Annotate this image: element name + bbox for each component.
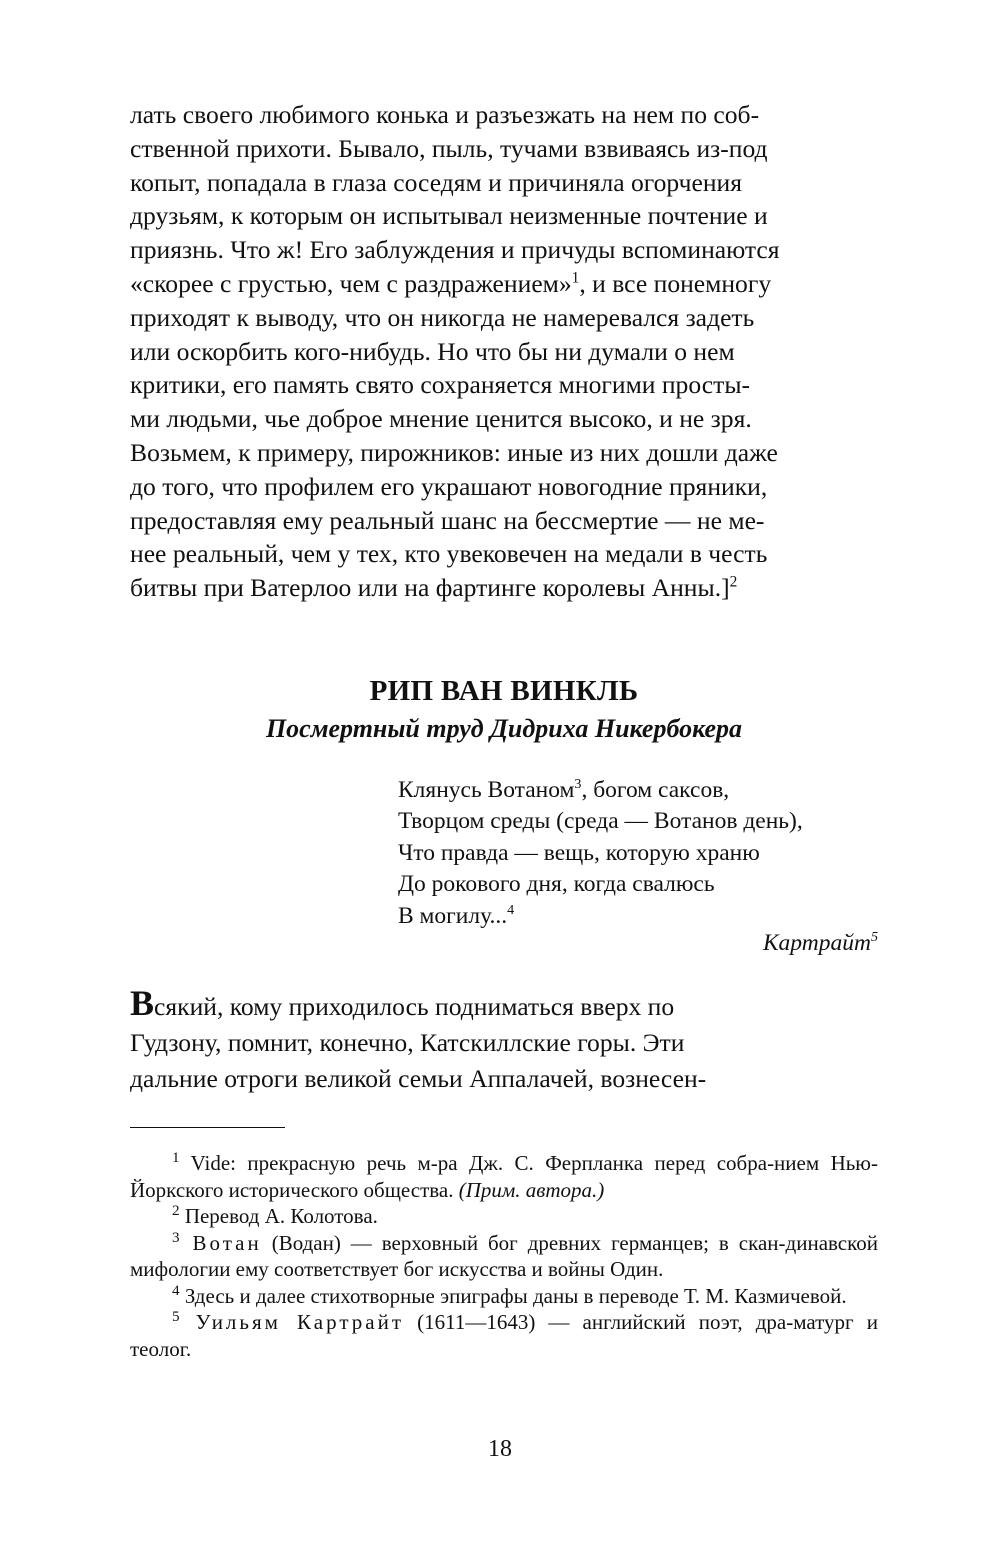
- body-line: дальние отроги великой семьи Аппалачей, вознесен-: [130, 1063, 707, 1093]
- footnote-text: (1611—1643) — английский поэт, дра-матург и теолог.: [130, 1310, 878, 1361]
- epigraph-text: Клянусь Вотаном: [398, 776, 575, 803]
- body-line: ственной прихоти. Бывало, пыль, тучами взвиваясь из-под: [130, 133, 768, 163]
- footnote-text: Vide: прекрасную речь м-ра Дж. С. Ферпланка перед собра-нием Нью-Йоркского исторического общества.: [130, 1151, 878, 1202]
- epigraph-line: Что правда — вещь, которую храню: [398, 839, 760, 866]
- body-text-fragment: битвы при Ватерлоо или на фартинге королевы Анны.]: [130, 573, 730, 603]
- body-line: [130, 982, 878, 1025]
- epigraph-text: В могилу...: [398, 902, 508, 929]
- footnote-note: (Прим. автора.): [458, 1177, 605, 1202]
- body-line: нее реальный, чем у тех, кто увековечен на медали в честь: [130, 539, 768, 569]
- footnote: [130, 1230, 878, 1283]
- author-name: Картрайт: [762, 930, 871, 957]
- footnote-text: Перевод А. Колотова.: [179, 1204, 378, 1229]
- body-line: лать своего любимого конька и разъезжать на нем по соб-: [130, 100, 760, 129]
- chapter-subtitle: Посмертный труд Дидриха Никербокера: [265, 713, 743, 743]
- footnote-text: Здесь и далее стихотворные эпиграфы даны в переводе Т. М. Казмичевой.: [179, 1283, 847, 1308]
- epigraph-line: Творцом среды (среда — Вотанов день),: [398, 808, 803, 835]
- continued-paragraph: [130, 98, 878, 605]
- body-line: друзьям, к которым он испытывал неизменные почтение и: [130, 201, 768, 231]
- footnote-number: 2: [172, 1203, 180, 1220]
- body-line: приязнь. Что ж! Его заблуждения и причуды вспоминаются: [130, 235, 780, 265]
- epigraph-line: До рокового дня, когда свалюсь: [398, 871, 715, 898]
- footnote-ref: 3: [574, 776, 582, 793]
- body-line: копыт, попадала в глаза соседям и причиняла огорчения: [130, 167, 742, 197]
- body-line: до того, что профилем его украшают новогодние пряники,: [130, 471, 768, 501]
- footnote-ref: 4: [507, 902, 515, 919]
- body-line: ми людьми, чье доброе мнение ценится высоко, и не зря.: [130, 404, 752, 434]
- chapter-title: РИП ВАН ВИНКЛЬ: [369, 674, 639, 707]
- footnote-divider: [130, 1127, 285, 1129]
- footnote-number: 3: [172, 1229, 180, 1246]
- footnote-ref: 2: [729, 573, 738, 591]
- epigraph: [398, 775, 878, 960]
- footnote-number: 5: [172, 1309, 180, 1326]
- page-content: [130, 98, 878, 1362]
- footnote: [130, 1150, 878, 1203]
- body-line: критики, его память свято сохраняется многими просты-: [130, 370, 751, 400]
- body-line: [130, 571, 878, 605]
- footnote: [130, 1203, 878, 1230]
- footnote-number: 4: [172, 1282, 180, 1299]
- footnote-ref: 1: [571, 269, 580, 287]
- body-text-fragment: сякий, кому приходилось подниматься вверх по: [154, 991, 675, 1021]
- story-opening: [130, 982, 878, 1097]
- footnote-term: Уильям Картрайт: [179, 1310, 404, 1335]
- body-line: [130, 267, 878, 301]
- epigraph-line: [398, 775, 878, 807]
- footnote-text: (Водан) — верховный бог древних германцев; в скан-динавской мифологии ему соответствует бог искусства и войны Один.: [130, 1230, 878, 1282]
- drop-cap: В: [130, 982, 155, 1023]
- body-text-fragment: , и все понемногу: [579, 268, 772, 298]
- body-line: предоставляя ему реальный шанс на бессмертие — не ме-: [130, 505, 765, 535]
- body-line: Возьмем, к примеру, пирожников: иные из них дошли даже: [130, 437, 778, 467]
- footnote-term: Вотан: [179, 1230, 262, 1255]
- epigraph-text: , богом саксов,: [581, 776, 730, 803]
- page-number: 18: [488, 1436, 512, 1462]
- epigraph-author: [398, 928, 878, 960]
- body-line: Гудзону, помнит, конечно, Катскиллские горы. Эти: [130, 1027, 685, 1057]
- quote-text: «скорее с грустью, чем с раздражением»: [130, 268, 572, 298]
- footnote-number: 1: [172, 1150, 180, 1167]
- footnote: [130, 1283, 878, 1310]
- footnote: [130, 1309, 878, 1362]
- footnote-ref: 5: [870, 929, 878, 946]
- body-line: приходят к выводу, что он никогда не намеревался задеть: [130, 302, 755, 332]
- footnotes: [130, 1150, 878, 1362]
- body-line: или оскорбить кого-нибудь. Но что бы ни думали о нем: [130, 336, 735, 366]
